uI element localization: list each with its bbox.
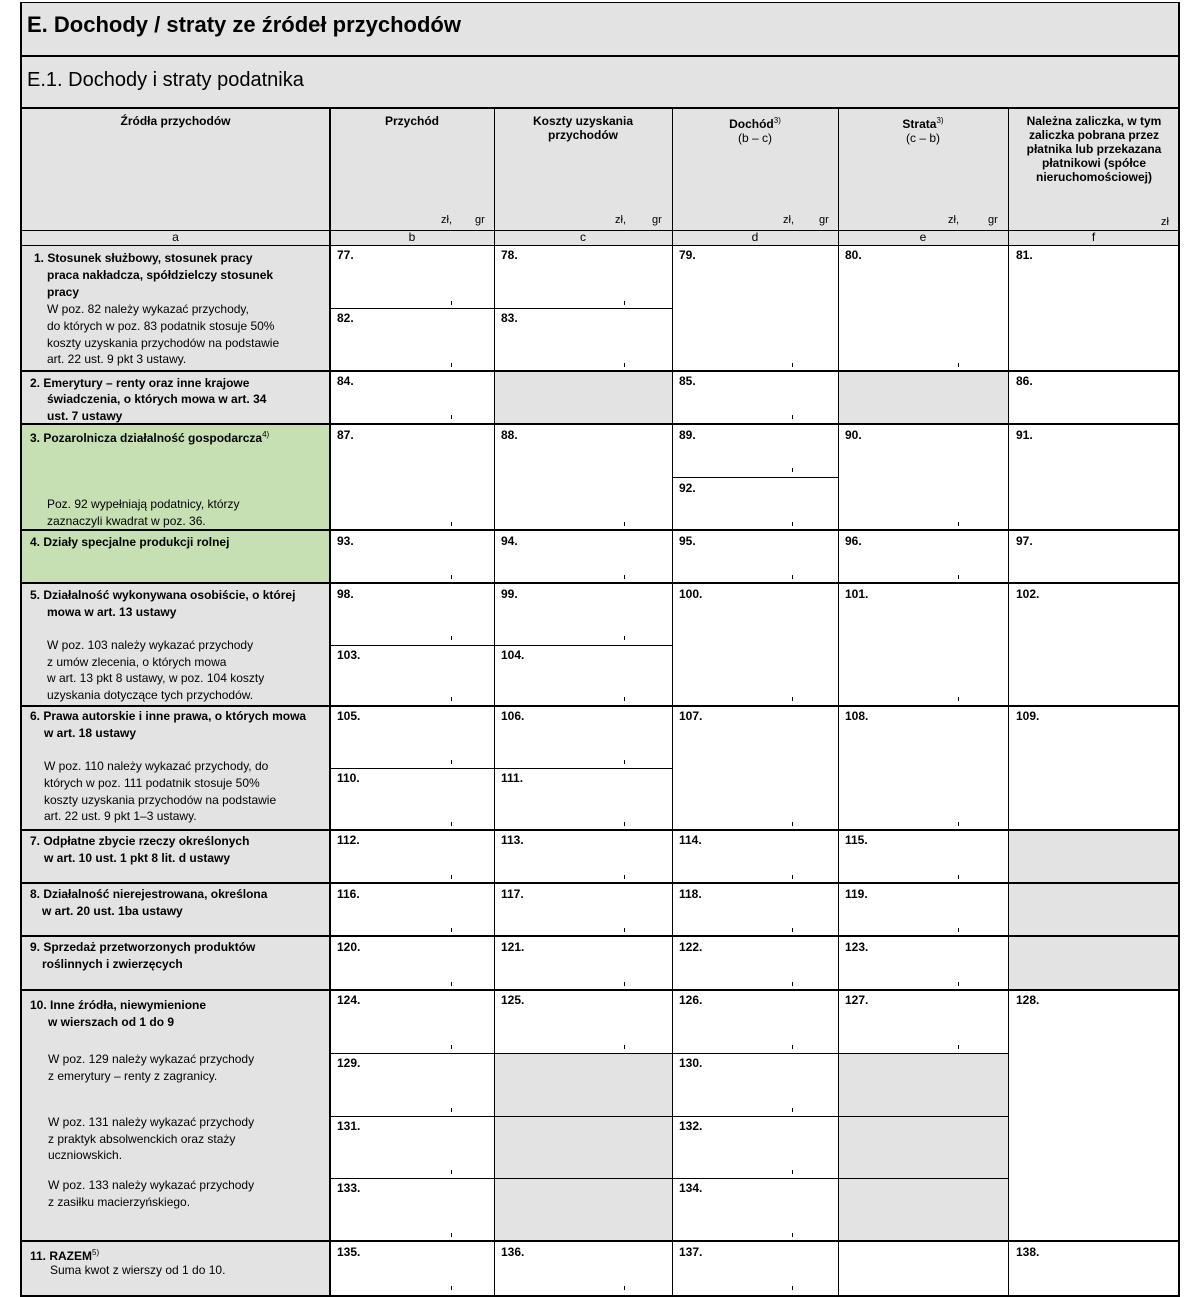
row-3-title bbox=[30, 428, 269, 445]
disabled-cell bbox=[838, 1053, 1008, 1241]
field-number: 123. bbox=[845, 940, 869, 954]
row-5-title-line2: mowa w art. 13 ustawy bbox=[47, 605, 177, 619]
row-10-note: W poz. 131 należy wykazać przychody bbox=[48, 1115, 255, 1129]
column-header-a: Źródła przychodów bbox=[120, 114, 231, 128]
decimal-mark bbox=[624, 982, 627, 986]
field-number: 136. bbox=[501, 1245, 525, 1259]
unit-gr: gr bbox=[652, 214, 662, 226]
field-105[interactable] bbox=[330, 706, 494, 768]
field-number: 118. bbox=[679, 887, 702, 901]
decimal-mark bbox=[624, 363, 627, 367]
grid-line bbox=[20, 55, 1180, 57]
field-83[interactable] bbox=[494, 308, 672, 371]
grid-line bbox=[20, 230, 1180, 231]
field-number: 90. bbox=[845, 428, 862, 442]
grid-line bbox=[20, 529, 1180, 531]
field-113[interactable] bbox=[494, 830, 672, 883]
field-number: 115. bbox=[845, 833, 868, 847]
field-100[interactable] bbox=[672, 583, 838, 706]
row-8-title-line2: w art. 20 ust. 1ba ustawy bbox=[42, 904, 183, 918]
decimal-mark bbox=[958, 575, 961, 579]
row-4-title: 4. Działy specjalne produkcji rolnej bbox=[30, 535, 230, 549]
row-3-title-text: 3. Pozarolnicza działalność gospodarcza bbox=[30, 431, 263, 445]
row-6-title-line2: w art. 18 ustawy bbox=[44, 726, 137, 740]
field-number: 80. bbox=[845, 248, 862, 262]
frame-line bbox=[1178, 2, 1180, 1296]
grid-line bbox=[20, 705, 1180, 707]
row-10-note: W poz. 133 należy wykazać przychody bbox=[48, 1178, 255, 1192]
field-number: 99. bbox=[501, 587, 518, 601]
field-number: 88. bbox=[501, 428, 518, 442]
field-number: 113. bbox=[501, 833, 524, 847]
unit-zl: zł, bbox=[441, 214, 452, 226]
column-letter-e: e bbox=[919, 230, 927, 244]
row-3-note: Poz. 92 wypełniają podatnicy, którzy bbox=[47, 497, 240, 511]
row-6-note: W poz. 110 należy wykazać przychody, do bbox=[44, 759, 269, 773]
row-3-note: zaznaczyli kwadrat w poz. 36. bbox=[47, 514, 206, 528]
field-93[interactable] bbox=[330, 530, 494, 583]
field-number: 108. bbox=[845, 709, 869, 723]
field-number: 119. bbox=[845, 887, 868, 901]
field-134[interactable] bbox=[672, 1178, 838, 1241]
field-136[interactable] bbox=[494, 1241, 672, 1296]
row-6-note: art. 22 ust. 9 pkt 1–3 ustawy. bbox=[44, 809, 197, 823]
field-96[interactable] bbox=[838, 530, 1008, 583]
row-2-title: 2. Emerytury – renty oraz inne krajowe bbox=[30, 376, 250, 390]
row-5-note: uzyskania dotyczące tych przychodów. bbox=[47, 688, 254, 702]
field-123[interactable] bbox=[838, 936, 1008, 990]
row-11-title bbox=[30, 1246, 99, 1263]
column-header-b: Przychód bbox=[384, 114, 439, 128]
field-79[interactable] bbox=[672, 245, 838, 371]
field-number: 131. bbox=[337, 1119, 361, 1133]
decimal-mark bbox=[451, 522, 454, 526]
decimal-mark bbox=[792, 1108, 795, 1112]
decimal-mark bbox=[792, 982, 795, 986]
field-111[interactable] bbox=[494, 768, 672, 830]
row-10-title-line2: w wierszach od 1 do 9 bbox=[48, 1015, 175, 1029]
decimal-mark bbox=[451, 1286, 454, 1290]
decimal-mark bbox=[624, 1045, 627, 1049]
field-98[interactable] bbox=[330, 583, 494, 645]
footnote-ref: 3) bbox=[936, 116, 944, 125]
frame-line bbox=[20, 2, 22, 1296]
decimal-mark bbox=[451, 697, 454, 701]
footnote-ref: 5) bbox=[92, 1248, 100, 1257]
unit-gr: gr bbox=[819, 214, 829, 226]
grid-line bbox=[20, 829, 1180, 831]
field-number: 104. bbox=[501, 648, 525, 662]
field-number: 92. bbox=[679, 481, 696, 495]
column-letter-f: f bbox=[1091, 230, 1096, 244]
column-title: Dochód bbox=[729, 117, 774, 131]
field-number: 126. bbox=[679, 993, 703, 1007]
column-letter-c: c bbox=[580, 230, 586, 244]
field-number: 106. bbox=[501, 709, 525, 723]
field-91[interactable] bbox=[1008, 424, 1179, 530]
field-number: 105. bbox=[337, 709, 361, 723]
row-6-title: 6. Prawa autorskie i inne prawa, o których mowa bbox=[30, 709, 307, 723]
field-108[interactable] bbox=[838, 706, 1008, 830]
decimal-mark bbox=[792, 1045, 795, 1049]
decimal-mark bbox=[451, 822, 454, 826]
field-88[interactable] bbox=[494, 424, 672, 530]
row-1-note: do których w poz. 83 podatnik stosuje 50% bbox=[47, 319, 275, 333]
field-number: 135. bbox=[337, 1245, 361, 1259]
footnote-ref: 4) bbox=[262, 430, 270, 439]
column-letter-d: d bbox=[751, 230, 759, 244]
unit-gr: gr bbox=[988, 214, 998, 226]
section-title: E. Dochody / straty ze źródeł przychodów bbox=[27, 12, 461, 37]
field-number: 82. bbox=[337, 311, 354, 325]
field-number: 97. bbox=[1016, 534, 1033, 548]
disabled-cell bbox=[1008, 830, 1179, 990]
column-header-c: Koszty uzyskania przychodów bbox=[532, 114, 634, 142]
disabled-cell bbox=[494, 1053, 672, 1241]
decimal-mark bbox=[451, 301, 454, 305]
field-117[interactable] bbox=[494, 883, 672, 936]
frame-line bbox=[20, 2, 1180, 3]
grid-line bbox=[20, 582, 1180, 584]
field-number: 112. bbox=[337, 833, 360, 847]
decimal-mark bbox=[624, 697, 627, 701]
field-number: 103. bbox=[337, 648, 361, 662]
field-81[interactable] bbox=[1008, 245, 1179, 371]
field-118[interactable] bbox=[672, 883, 838, 936]
decimal-mark bbox=[792, 1286, 795, 1290]
field-101[interactable] bbox=[838, 583, 1008, 706]
decimal-mark bbox=[792, 363, 795, 367]
decimal-mark bbox=[792, 822, 795, 826]
column-letter-b: b bbox=[408, 230, 416, 244]
field-84[interactable] bbox=[330, 371, 494, 424]
field-82[interactable] bbox=[330, 308, 494, 371]
grid-line bbox=[20, 989, 1180, 991]
row-6-note: koszty uzyskania przychodów na podstawie bbox=[44, 793, 277, 807]
grid-line bbox=[20, 935, 1180, 937]
decimal-mark bbox=[451, 928, 454, 932]
field-99[interactable] bbox=[494, 583, 672, 645]
field-number: 85. bbox=[679, 374, 696, 388]
row-10-title: 10. Inne źródła, niewymienione bbox=[30, 998, 207, 1012]
decimal-mark bbox=[451, 1045, 454, 1049]
field-number: 125. bbox=[501, 993, 525, 1007]
column-header-f: Należna zaliczka, w tym zaliczka pobrana przez płatnika lub przekazana płatnikowi (spółce nieruchomościowej) bbox=[1026, 114, 1162, 184]
field-number: 81. bbox=[1016, 248, 1033, 262]
field-number: 94. bbox=[501, 534, 518, 548]
row-5-note: z umów zlecenia, o których mowa bbox=[47, 655, 227, 669]
field-number: 91. bbox=[1016, 428, 1033, 442]
disabled-cell bbox=[494, 371, 672, 423]
field-126[interactable] bbox=[672, 990, 838, 1053]
field-number: 79. bbox=[679, 248, 696, 262]
field-number: 124. bbox=[337, 993, 361, 1007]
grid-line bbox=[494, 108, 495, 1296]
field-85[interactable] bbox=[672, 371, 838, 424]
decimal-mark bbox=[451, 415, 454, 419]
field-132[interactable] bbox=[672, 1116, 838, 1178]
decimal-mark bbox=[624, 636, 627, 640]
column-letter-a: a bbox=[172, 230, 179, 244]
decimal-mark bbox=[624, 875, 627, 879]
field-number: 129. bbox=[337, 1056, 361, 1070]
row-10-note: uczniowskich. bbox=[48, 1148, 123, 1162]
field-number: 107. bbox=[679, 709, 703, 723]
field-137[interactable] bbox=[672, 1241, 838, 1296]
row-7-title: 7. Odpłatne zbycie rzeczy określonych bbox=[30, 834, 250, 848]
field-104[interactable] bbox=[494, 645, 672, 706]
decimal-mark bbox=[958, 522, 961, 526]
decimal-mark bbox=[958, 875, 961, 879]
grid-line bbox=[20, 370, 1180, 372]
field-110[interactable] bbox=[330, 768, 494, 830]
field-109[interactable] bbox=[1008, 706, 1179, 830]
decimal-mark bbox=[624, 822, 627, 826]
grid-line bbox=[1008, 108, 1009, 1296]
field-124[interactable] bbox=[330, 990, 494, 1053]
row-1-title-line3: pracy bbox=[47, 285, 80, 299]
decimal-mark bbox=[792, 1233, 795, 1237]
decimal-mark bbox=[624, 1286, 627, 1290]
decimal-mark bbox=[624, 522, 627, 526]
decimal-mark bbox=[792, 697, 795, 701]
field-number: 98. bbox=[337, 587, 354, 601]
field-131[interactable] bbox=[330, 1116, 494, 1178]
unit-gr: gr bbox=[475, 214, 485, 226]
decimal-mark bbox=[451, 982, 454, 986]
field-97[interactable] bbox=[1008, 530, 1179, 583]
grid-line bbox=[20, 245, 1180, 246]
field-number: 77. bbox=[337, 248, 354, 262]
row-5-note: w art. 13 pkt 8 ustawy, w poz. 104 koszty bbox=[47, 671, 265, 685]
field-number: 133. bbox=[337, 1181, 361, 1195]
decimal-mark bbox=[624, 301, 627, 305]
decimal-mark bbox=[792, 415, 795, 419]
field-78[interactable] bbox=[494, 245, 672, 308]
field-number: 78. bbox=[501, 248, 518, 262]
field-106[interactable] bbox=[494, 706, 672, 768]
field-number: 122. bbox=[679, 940, 703, 954]
field-number: 87. bbox=[337, 428, 354, 442]
decimal-mark bbox=[451, 1170, 454, 1174]
field-119[interactable] bbox=[838, 883, 1008, 936]
decimal-mark bbox=[624, 575, 627, 579]
field-95[interactable] bbox=[672, 530, 838, 583]
grid-line bbox=[330, 1053, 1008, 1054]
field-number: 86. bbox=[1016, 374, 1033, 388]
decimal-mark bbox=[451, 636, 454, 640]
row-7-title-line2: w art. 10 ust. 1 pkt 8 lit. d ustawy bbox=[44, 851, 231, 865]
decimal-mark bbox=[624, 760, 627, 764]
field-number: 89. bbox=[679, 428, 696, 442]
field-number: 121. bbox=[501, 940, 525, 954]
column-formula: (b – c) bbox=[737, 131, 772, 145]
decimal-mark bbox=[958, 363, 961, 367]
field-number: 83. bbox=[501, 311, 518, 325]
grid-line bbox=[330, 1116, 1008, 1117]
field-102[interactable] bbox=[1008, 583, 1179, 706]
field-number: 128. bbox=[1016, 993, 1040, 1007]
decimal-mark bbox=[451, 1108, 454, 1112]
decimal-mark bbox=[792, 468, 795, 472]
grid-line bbox=[20, 1240, 1180, 1242]
field-129[interactable] bbox=[330, 1053, 494, 1116]
column-header-e bbox=[838, 114, 1008, 145]
unit-zl: zł, bbox=[615, 214, 626, 226]
field-number: 100. bbox=[679, 587, 703, 601]
row-1-note: W poz. 82 należy wykazać przychody, bbox=[47, 302, 249, 316]
field-number: 110. bbox=[337, 771, 360, 785]
row-1-title-line2: praca nakładcza, spółdzielczy stosunek bbox=[47, 268, 274, 282]
row-11-title-text: 11. RAZEM bbox=[30, 1249, 93, 1263]
field-127[interactable] bbox=[838, 990, 1008, 1053]
field-87[interactable] bbox=[330, 424, 494, 530]
row-10-note: z emerytury – renty z zagranicy. bbox=[48, 1069, 218, 1083]
column-header-d bbox=[672, 114, 838, 145]
row-1-note: art. 22 ust. 9 pkt 3 ustawy. bbox=[47, 352, 187, 366]
subsection-title: E.1. Dochody i straty podatnika bbox=[27, 69, 304, 91]
decimal-mark bbox=[958, 822, 961, 826]
field-92[interactable] bbox=[672, 477, 838, 530]
field-122[interactable] bbox=[672, 936, 838, 990]
grid-line bbox=[330, 1178, 1008, 1179]
unit-zl: zł, bbox=[948, 214, 959, 226]
field-number: 134. bbox=[679, 1181, 703, 1195]
row-1-note: koszty uzyskania przychodów na podstawie bbox=[47, 336, 280, 350]
decimal-mark bbox=[451, 875, 454, 879]
decimal-mark bbox=[792, 928, 795, 932]
row-1-title: 1. Stosunek służbowy, stosunek pracy bbox=[34, 251, 253, 265]
row-2-title-line3: ust. 7 ustawy bbox=[47, 409, 123, 423]
grid-line bbox=[672, 477, 838, 478]
field-120[interactable] bbox=[330, 936, 494, 990]
decimal-mark bbox=[624, 928, 627, 932]
unit-zl: zł, bbox=[783, 214, 794, 226]
field-115[interactable] bbox=[838, 830, 1008, 883]
field-number: 137. bbox=[679, 1245, 703, 1259]
field-number: 109. bbox=[1016, 709, 1040, 723]
field-112[interactable] bbox=[330, 830, 494, 883]
row-8-title: 8. Działalność nierejestrowana, określona bbox=[30, 887, 268, 901]
field-77[interactable] bbox=[330, 245, 494, 308]
grid-line bbox=[330, 768, 672, 769]
field-138[interactable] bbox=[1008, 1241, 1179, 1296]
column-formula: (c – b) bbox=[905, 131, 940, 145]
disabled-cell bbox=[838, 371, 1008, 423]
grid-line bbox=[20, 423, 1180, 425]
field-number: 101. bbox=[845, 587, 869, 601]
row-9-title-line2: roślinnych i zwierzęcych bbox=[42, 957, 183, 971]
decimal-mark bbox=[792, 575, 795, 579]
field-114[interactable] bbox=[672, 830, 838, 883]
unit-zl: zł bbox=[1161, 216, 1169, 228]
field-103[interactable] bbox=[330, 645, 494, 706]
field-130[interactable] bbox=[672, 1053, 838, 1116]
grid-line bbox=[672, 108, 673, 1296]
field-number: 117. bbox=[501, 887, 524, 901]
field-number: 130. bbox=[679, 1056, 703, 1070]
decimal-mark bbox=[792, 522, 795, 526]
row-2-title-line2: świadczenia, o których mowa w art. 34 bbox=[47, 392, 267, 406]
field-121[interactable] bbox=[494, 936, 672, 990]
decimal-mark bbox=[792, 1170, 795, 1174]
decimal-mark bbox=[451, 363, 454, 367]
grid-line bbox=[330, 308, 672, 309]
row-10-note: W poz. 129 należy wykazać przychody bbox=[48, 1052, 255, 1066]
decimal-mark bbox=[451, 1233, 454, 1237]
field-135[interactable] bbox=[330, 1241, 494, 1296]
field-80[interactable] bbox=[838, 245, 1008, 371]
field-89[interactable] bbox=[672, 424, 838, 477]
field-number: 84. bbox=[337, 374, 354, 388]
row-10-note: z zasiłku macierzyńskiego. bbox=[48, 1195, 191, 1209]
row-9-title: 9. Sprzedaż przetworzonych produktów bbox=[30, 940, 256, 954]
row-5-note: W poz. 103 należy wykazać przychody bbox=[47, 638, 254, 652]
field-number: 116. bbox=[337, 887, 360, 901]
grid-line bbox=[838, 108, 839, 1296]
field-116[interactable] bbox=[330, 883, 494, 936]
field-125[interactable] bbox=[494, 990, 672, 1053]
field-number: 93. bbox=[337, 534, 354, 548]
field-number: 138. bbox=[1016, 1245, 1040, 1259]
field-94[interactable] bbox=[494, 530, 672, 583]
decimal-mark bbox=[958, 1045, 961, 1049]
grid-line bbox=[329, 108, 331, 1296]
grid-line bbox=[330, 645, 672, 646]
decimal-mark bbox=[451, 575, 454, 579]
row-6-note: których w poz. 111 podatnik stosuje 50% bbox=[44, 776, 260, 790]
field-number: 111. bbox=[501, 771, 524, 785]
field-number: 96. bbox=[845, 534, 862, 548]
row-11-note: Suma kwot z wierszy od 1 do 10. bbox=[50, 1263, 226, 1277]
decimal-mark bbox=[958, 982, 961, 986]
row-5-title: 5. Działalność wykonywana osobiście, o której bbox=[30, 588, 296, 602]
field-128[interactable] bbox=[1008, 990, 1179, 1241]
decimal-mark bbox=[451, 760, 454, 764]
field-90[interactable] bbox=[838, 424, 1008, 530]
field-number: 132. bbox=[679, 1119, 703, 1133]
field-number: 95. bbox=[679, 534, 696, 548]
row-10-note: z praktyk absolwenckich oraz staży bbox=[48, 1132, 236, 1146]
footnote-ref: 3) bbox=[773, 116, 781, 125]
column-title: Strata bbox=[902, 117, 937, 131]
field-number: 102. bbox=[1016, 587, 1040, 601]
field-number: 114. bbox=[679, 833, 702, 847]
decimal-mark bbox=[792, 875, 795, 879]
grid-line bbox=[20, 107, 1180, 109]
field-86[interactable] bbox=[1008, 371, 1179, 424]
field-number: 120. bbox=[337, 940, 361, 954]
decimal-mark bbox=[958, 697, 961, 701]
decimal-mark bbox=[958, 928, 961, 932]
grid-line bbox=[20, 882, 1180, 884]
field-133[interactable] bbox=[330, 1178, 494, 1241]
field-number: 127. bbox=[845, 993, 869, 1007]
field-107[interactable] bbox=[672, 706, 838, 830]
